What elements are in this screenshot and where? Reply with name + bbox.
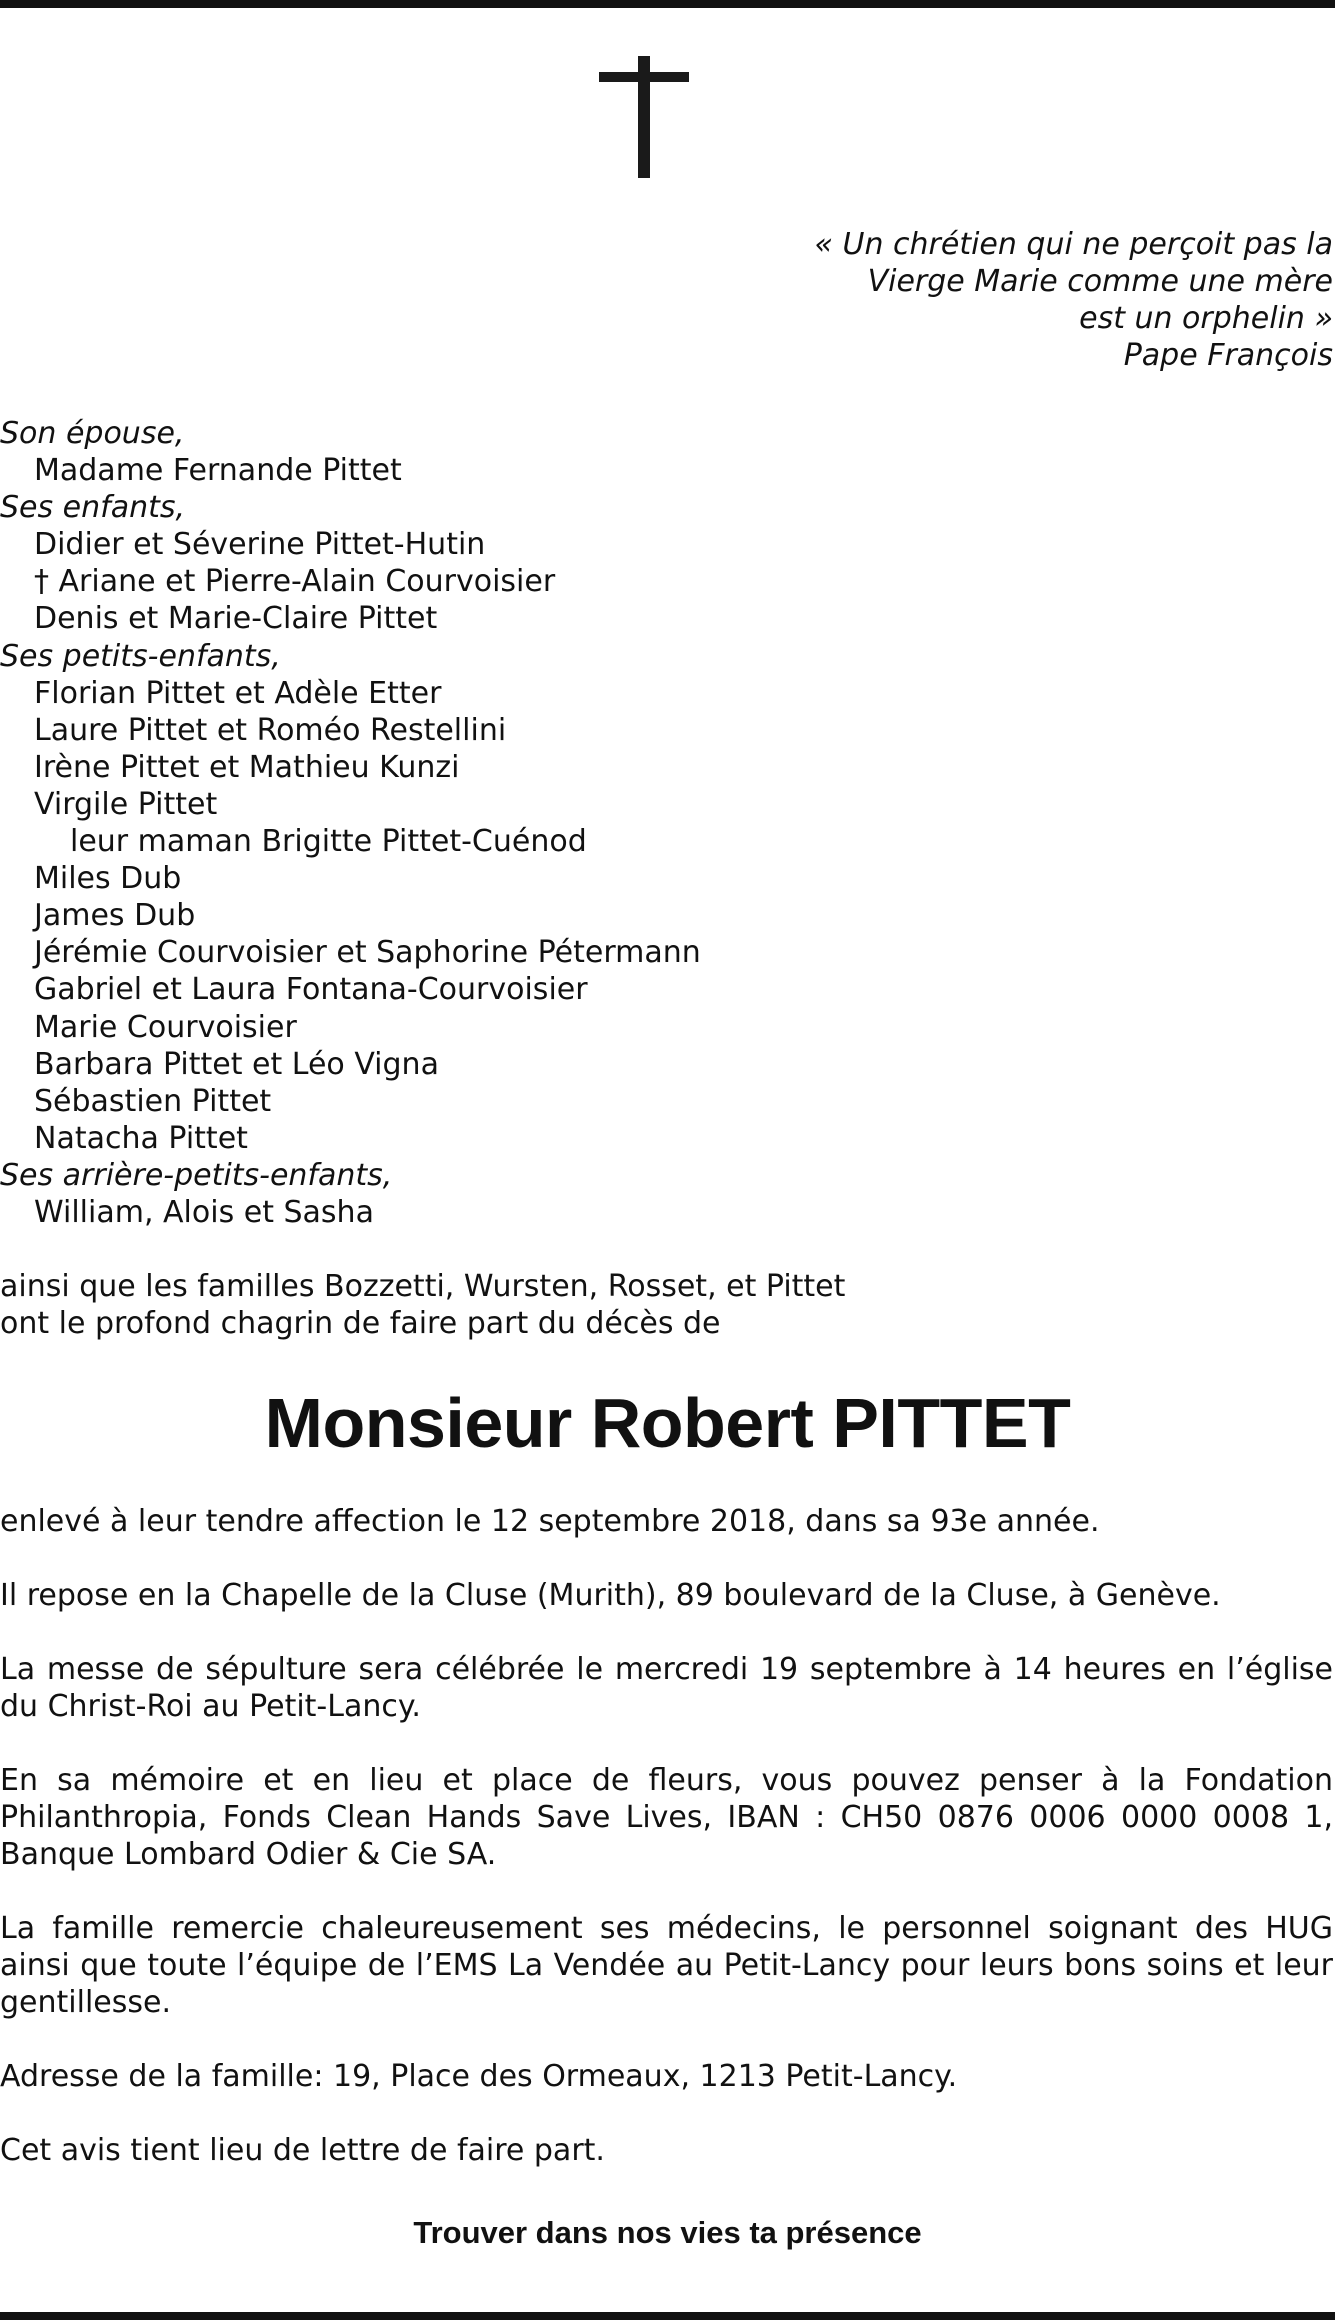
announcement-intro — [0, 1268, 1000, 1342]
family-member: Barbara Pittet et Léo Vigna — [34, 1046, 439, 1082]
intro-line: ont le profond chagrin de faire part du décès de — [0, 1306, 721, 1341]
paragraph: Cet avis tient lieu de lettre de faire part. — [0, 2133, 605, 2168]
family-member: Gabriel et Laura Fontana-Courvoisier — [34, 972, 588, 1008]
spouse-heading: Son épouse, — [0, 416, 185, 451]
paragraph: enlevé à leur tendre affection le 12 septembre 2018, dans sa 93e année. — [0, 1504, 1100, 1539]
great-grandchildren-heading: Ses arrière-petits-enfants, — [0, 1157, 393, 1193]
family-member: Marie Courvoisier — [34, 1009, 297, 1045]
family-member: Natacha Pittet — [34, 1120, 248, 1156]
bottom-rule — [0, 2312, 1335, 2320]
paragraph: La messe de sépulture sera célébrée le mercredi 19 septembre à 14 heures en l’église du Christ-Roi au Petit-Lancy. — [0, 1652, 1333, 1724]
family-member: Sébastien Pittet — [34, 1083, 272, 1119]
quote-line: « Un chrétien qui ne perçoit pas la — [814, 227, 1333, 262]
family-member-note: leur maman Brigitte Pittet-Cuénod — [70, 824, 587, 860]
family-member: Denis et Marie-Claire Pittet — [34, 601, 438, 637]
deceased-name: Monsieur Robert PITTET — [264, 1384, 1071, 1462]
announcement-body — [0, 1503, 1333, 2206]
quote-attribution: Pape François — [1123, 338, 1333, 373]
grandchildren-heading: Ses petits-enfants, — [0, 638, 281, 674]
paragraph: La famille remercie chaleureusement ses médecins, le personnel soignant des HUG ainsi que toute l’équipe de l’EMS La Vendée au Petit-Lancy pour leurs bons soins et leur gentillesse. — [0, 1911, 1333, 2020]
family-member: Didier et Séverine Pittet-Hutin — [34, 527, 486, 563]
family-list — [0, 415, 1000, 1231]
family-member: Miles Dub — [34, 861, 182, 897]
family-member: Madame Fernande Pittet — [34, 453, 402, 489]
family-member: Laure Pittet et Roméo Restellini — [34, 712, 507, 748]
family-member: James Dub — [34, 898, 196, 934]
children-heading: Ses enfants, — [0, 490, 186, 526]
paragraph: Adresse de la famille: 19, Place des Ormeaux, 1213 Petit-Lancy. — [0, 2059, 958, 2094]
family-member: Jérémie Courvoisier et Saphorine Pétermann — [34, 935, 701, 971]
top-rule — [0, 0, 1335, 8]
quote-line: Vierge Marie comme une mère — [867, 264, 1333, 299]
epigraph-quote — [633, 226, 1333, 374]
family-member: † Ariane et Pierre-Alain Courvoisier — [34, 564, 556, 600]
paragraph: Il repose en la Chapelle de la Cluse (Murith), 89 boulevard de la Cluse, à Genève. — [0, 1578, 1221, 1613]
quote-line: est un orphelin » — [1079, 301, 1333, 336]
paragraph: En sa mémoire et en lieu et place de fleurs, vous pouvez penser à la Fondation Philanthropia, Fonds Clean Hands Save Lives, IBAN : CH50 0876 0006 0000 0008 1, Banque Lombard Odier & Cie SA. — [0, 1763, 1333, 1872]
family-member: Irène Pittet et Mathieu Kunzi — [34, 749, 460, 785]
closing-line: Trouver dans nos vies ta présence — [413, 2215, 922, 2250]
family-member: Virgile Pittet — [34, 786, 218, 822]
intro-line: ainsi que les familles Bozzetti, Wursten, Rosset, et Pittet — [0, 1269, 846, 1304]
latin-cross-icon — [599, 56, 689, 178]
family-member: William, Alois et Sasha — [34, 1194, 374, 1230]
family-member: Florian Pittet et Adèle Etter — [34, 675, 442, 711]
